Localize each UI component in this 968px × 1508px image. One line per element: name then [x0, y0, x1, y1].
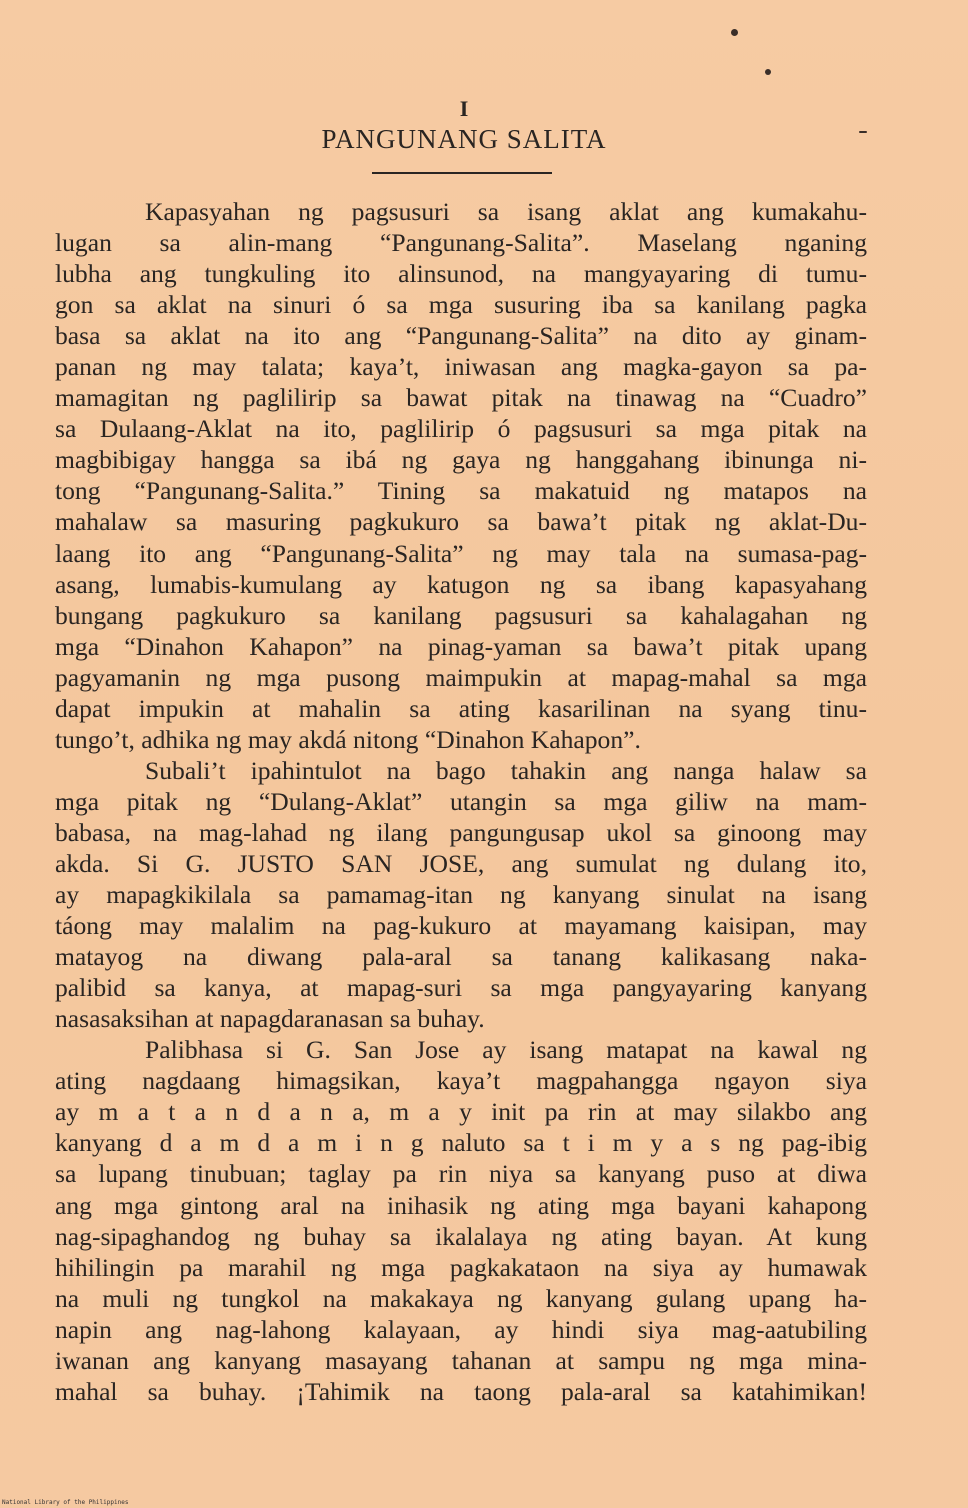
text-line: bungang pagkukuro sa kanilang pagsusuri sa kahalagahan ng [55, 600, 867, 630]
text-line: laang ito ang “Pangunang-Salita” ng may tala na sumasa-pag- [55, 538, 867, 568]
paragraph [55, 196, 867, 755]
text-line: nag-sipaghandog ng buhay sa ikalalaya ng ating bayan. At kung [55, 1221, 867, 1251]
text-line: ay m a t a n d a n a, m a y init pa rin at may silakbo ang [55, 1097, 867, 1127]
text-line: táong may malalim na pag-kukuro at mayamang kaisipan, may [55, 911, 867, 941]
ink-speck [731, 29, 738, 36]
text-line: basa sa aklat na ito ang “Pangunang-Salita” na dito ay ginam- [55, 321, 867, 351]
text-line: akda. Si G. JUSTO SAN JOSE, ang sumulat ng dulang ito, [55, 848, 867, 878]
text-line: lubha ang tungkuling ito alinsunod, na mangyayaring di tumu- [55, 259, 867, 289]
text-line: ating nagdaang himagsikan, kaya’t magpahangga ngayon siya [55, 1066, 867, 1096]
text-line: mamagitan ng paglilirip sa bawat pitak na tinawag na “Cuadro” [55, 383, 867, 413]
text-line: sa lupang tinubuan; taglay pa rin niya sa kanyang puso at diwa [55, 1159, 867, 1189]
text-line: mga “Dinahon Kahapon” na pinag-yaman sa bawa’t pitak upang [55, 631, 867, 661]
text-line: Palibhasa si G. San Jose ay isang matapat na kawal ng [145, 1035, 867, 1065]
text-line: ang mga gintong aral na inihasik ng ating mga bayani kahapong [55, 1190, 867, 1220]
text-line: gon sa aklat na sinuri ó sa mga susuring iba sa kanilang pagka [55, 290, 867, 320]
text-line: sa Dulaang-Aklat na ito, paglilirip ó pagsusuri sa mga pitak na [55, 414, 867, 444]
text-line: mahal sa buhay. ¡Tahimik na taong pala-aral sa katahimikan! [55, 1376, 867, 1406]
text-line: iwanan ang kanyang masayang tahanan at sampu ng mga mina- [55, 1345, 867, 1375]
text-line: mga pitak ng “Dulang-Aklat” utangin sa mga giliw na mam- [55, 786, 867, 816]
text-line: na muli ng tungkol na makakaya ng kanyang gulang upang ha- [55, 1283, 867, 1313]
text-line: napin ang nag-lahong kalayaan, ay hindi siya mag-aatubiling [55, 1314, 867, 1344]
text-line: asang, lumabis-kumulang ay katugon ng sa ibang kapasyahang [55, 569, 867, 599]
text-line: magbibigay hangga sa ibá ng gaya ng hanggahang ibinunga ni- [55, 445, 867, 475]
text-line: palibid sa kanya, at mapag-suri sa mga pangyayaring kanyang [55, 973, 867, 1003]
text-line: Subali’t ipahintulot na bago tahakin ang nanga halaw sa [145, 755, 867, 785]
library-credit: National Library of the Philippines [2, 1499, 129, 1506]
ink-speck [765, 69, 771, 75]
body-text [55, 196, 867, 1407]
text-line: babasa, na mag-lahad ng ilang pangungusap ukol sa ginoong may [55, 817, 867, 847]
paragraph [55, 1034, 867, 1407]
paragraph [55, 755, 867, 1034]
text-line: pagyamanin ng mga pusong maimpukin at mapag-mahal sa mga [55, 662, 867, 692]
page-number: I [459, 96, 469, 121]
text-line: tungo’t, adhika ng may akdá nitong “Dinahon Kahapon”. [55, 724, 641, 754]
text-line: hihilingin pa marahil ng mga pagkakataon na siya ay humawak [55, 1252, 867, 1282]
text-line: nasasaksihan at napagdaranasan sa buhay. [55, 1004, 485, 1034]
page-title: PANGUNANG SALITA [321, 124, 607, 154]
text-line: Kapasyahan ng pagsusuri sa isang aklat ang kumakahu- [145, 197, 867, 226]
text-line: tong “Pangunang-Salita.” Tining sa makatuid ng matapos na [55, 476, 867, 506]
text-line: lugan sa alin-mang “Pangunang-Salita”. Maselang nganing [55, 228, 867, 258]
text-line: matayog na diwang pala-aral sa tanang kalikasang naka- [55, 942, 867, 972]
text-line: panan ng may talata; kaya’t, iniwasan ang magka-gayon sa pa- [55, 352, 867, 382]
text-line: dapat impukin at mahalin sa ating kasarilinan na syang tinu- [55, 693, 867, 723]
text-line: ay mapagkikilala sa pamamag-itan ng kanyang sinulat na isang [55, 880, 867, 910]
title-rule [372, 172, 552, 174]
text-line: mahalaw sa masuring pagkukuro sa bawa’t pitak ng aklat-Du- [55, 507, 867, 537]
text-line: kanyang d a m d a m i n g naluto sa t i m y a s ng pag-ibig [55, 1128, 867, 1158]
